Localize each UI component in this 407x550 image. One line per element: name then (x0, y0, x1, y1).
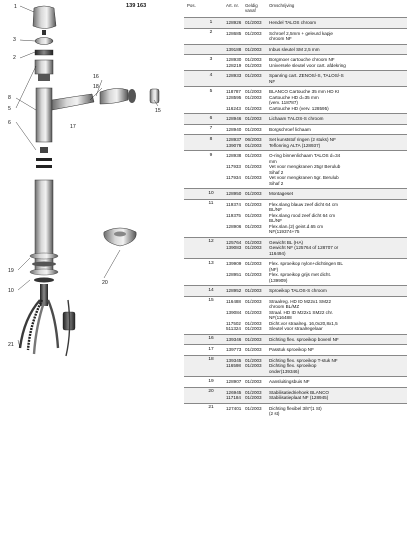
table-row (184, 124, 407, 135)
callout-1: 1 (14, 4, 17, 10)
row-line (184, 278, 407, 284)
description: Set kunststof ringen (2 stuks) NF (269, 137, 336, 142)
row-pos: 19 (208, 378, 214, 384)
row-pos: 6 (209, 115, 213, 121)
description: NF(116488 (269, 315, 292, 320)
row-line (184, 288, 407, 294)
valid-from: 01/2003 (245, 239, 262, 245)
description: Dichting flexibel 3/8"(1 St) (269, 405, 322, 411)
callout-5: 5 (8, 106, 11, 112)
article-code: 139 163 (126, 3, 147, 9)
description: Flex.slang blauw zeef dicht 64 cm (269, 201, 338, 207)
description: Schroef 2,5mm + geleurd kapje (269, 30, 333, 36)
valid-from: 01/2003 (245, 153, 262, 158)
valid-from: 01/2003 (245, 320, 262, 326)
art-number: 118787 (226, 89, 241, 94)
art-number: 139773 (226, 347, 242, 352)
table-row (184, 285, 407, 296)
row-pos: 8 (209, 136, 213, 142)
faucet-body-part (36, 88, 159, 142)
art-number: 119375 (226, 212, 241, 218)
callout-15: 15 (155, 108, 161, 114)
description: Dicht.vor straalreg. 16,0x20,8x1,5 (269, 320, 338, 326)
table-row (184, 334, 407, 345)
description: Montageset (269, 191, 294, 196)
body-lock-screw-part (40, 147, 48, 153)
exploded-view-drawing (0, 0, 184, 550)
description: Teflonring ALTA (128937) (269, 142, 321, 148)
valid-from: 01/2003 (245, 223, 262, 229)
callout-3: 3 (13, 37, 16, 43)
art-number: 128926 (226, 20, 242, 25)
description: Flex. sproeikop grijs met dicht. (269, 272, 332, 277)
art-number: 139345 (226, 357, 242, 363)
description: 116494) (269, 250, 286, 256)
table-row (184, 237, 407, 259)
valid-from: 01/2003 (245, 389, 262, 395)
row-line (184, 47, 407, 53)
row-pos: 18 (208, 357, 214, 362)
description: (139909) (269, 277, 288, 283)
art-number: 125764 (226, 239, 242, 245)
art-number: 128946 (226, 116, 242, 121)
art-number: 117184 (226, 395, 241, 400)
callout-8: 8 (8, 95, 11, 101)
description: BLANCO Cartouche 35 mm HD KI (269, 89, 340, 94)
valid-from: 01/2003 (245, 261, 262, 266)
header-art: Art. nr. (226, 3, 239, 8)
screw-part (42, 30, 46, 35)
description: Dichting flex. sproeikop (269, 363, 317, 368)
description: NF (269, 78, 276, 84)
row-line (184, 369, 407, 375)
row-pos: 17 (208, 346, 214, 352)
art-number: 128952 (226, 288, 242, 293)
description: Straalreg. HD ID M22x1 SM22 (269, 298, 332, 304)
row-pos: 13 (208, 260, 214, 266)
row-line (184, 326, 407, 332)
description: Dichting flex. sproeikop bovenl NF (269, 336, 339, 342)
table-row (184, 28, 407, 44)
description: Inbus sleutel SM 2,5 mm (269, 46, 320, 52)
description: Lichaam TALOS-S chroom (269, 116, 324, 121)
header-desc: Omschrijving (269, 3, 295, 8)
art-number: 139083 (226, 245, 242, 250)
table-row (184, 54, 407, 70)
description: Gewicht BL (HA) (269, 239, 304, 245)
row-line (184, 347, 407, 353)
header-date-line2: vanaf (245, 8, 256, 13)
valid-from: 01/2003 (245, 379, 262, 384)
row-pos: 14 (208, 287, 214, 293)
valid-from: 01/2003 (245, 191, 262, 196)
description: BL/NF (269, 218, 283, 223)
table-row (184, 70, 407, 86)
description: Flex.slang rood zeef dicht 64 cm (269, 212, 336, 218)
locknut-part (35, 38, 53, 45)
table-row (184, 258, 407, 285)
valid-from: 01/2003 (245, 245, 262, 250)
row-line (184, 143, 407, 149)
description: Flex.slan.(2) geint.d.65 cm (269, 223, 324, 229)
valid-from: 01/2003 (245, 272, 262, 277)
art-number: 116243 (226, 105, 241, 111)
valid-from: 01/2003 (245, 212, 262, 218)
plastic-rings-part (36, 158, 52, 161)
row-line (184, 251, 407, 257)
valid-from: 01/2003 (245, 89, 262, 94)
art-number: 139188 (226, 46, 242, 52)
clamp-ring-part (35, 50, 53, 55)
row-pos: 21 (208, 405, 214, 410)
row-line (184, 395, 407, 401)
description: Hendel TALOS chroom (269, 20, 317, 25)
table-row (184, 44, 407, 55)
valid-from: 01/2003 (245, 405, 262, 411)
description: Borgmoer cartouche chroom NF (269, 57, 335, 62)
valid-from: 01/2003 (245, 336, 262, 342)
row-pos: 10 (208, 190, 214, 196)
art-number: 128907 (226, 379, 242, 384)
description: Sproeikop TALOS-S chroom (269, 288, 327, 293)
callout-20: 20 (102, 280, 108, 286)
table-row (184, 355, 407, 377)
exploded-view-diagram (0, 0, 184, 550)
row-pos: 12 (208, 239, 214, 244)
art-number: 117502 (226, 320, 241, 326)
description: Stabilisatieplaat NF (128945) (269, 395, 329, 400)
row-pos: 9 (209, 152, 213, 158)
valid-from: 01/2003 (245, 73, 262, 78)
valid-from: 01/2003 (245, 94, 262, 100)
table-row (184, 376, 407, 387)
description: Cartouche HD d=35 mm (269, 94, 319, 100)
row-pos: 2 (209, 30, 213, 35)
description: chroom BL/MZ (269, 304, 300, 309)
leader-lines (16, 6, 158, 348)
table-row (184, 150, 407, 188)
table-header (184, 1, 407, 17)
valid-from: 01/2003 (245, 395, 262, 400)
art-number: 128950 (226, 191, 242, 196)
art-number: 139084 (226, 309, 242, 315)
description: O-ring binnenlichaam TALOS d=34 (269, 153, 341, 158)
description: BL/NF (269, 207, 283, 212)
row-pos: 5 (209, 88, 213, 94)
art-number: 128219 (226, 62, 242, 68)
art-number: 128951 (226, 272, 242, 277)
description: Sihaf 2 (269, 169, 284, 175)
art-number: 128938 (226, 153, 242, 158)
description: Dichting flex. sproeikop T-stuk NF (269, 357, 338, 363)
description: Vet voor mengkranen 5gr. Berulub (269, 175, 339, 180)
art-number: 511324 (226, 326, 241, 331)
art-number: 139909 (226, 261, 242, 266)
row-pos: 11 (208, 201, 214, 206)
description: chroom NF (269, 36, 292, 41)
row-line (184, 116, 407, 122)
valid-from: 01/2003 (245, 30, 262, 36)
table-row (184, 17, 407, 28)
table-row (184, 188, 407, 199)
art-number: 119374 (226, 201, 241, 207)
valid-from: 01/2003 (245, 116, 262, 121)
description: (2 st) (269, 411, 280, 416)
description: Sihaf 2 (269, 180, 284, 186)
row-line (184, 229, 407, 235)
row-line (184, 337, 407, 343)
description: Flex. sproeikop nylon+dichtingen BL (269, 261, 343, 266)
table-row (184, 199, 407, 237)
valid-from: 01/2003 (245, 20, 262, 25)
valid-from: 01/2003 (245, 347, 262, 352)
row-pos: 16 (208, 336, 214, 341)
art-number: 117934 (226, 175, 241, 180)
row-line (184, 379, 407, 385)
valid-from: 06/2003 (245, 137, 262, 142)
description: Stabilisatiedriehoek BLANCO (269, 389, 330, 395)
row-pos: 7 (209, 126, 213, 131)
row-pos: 3 (209, 56, 213, 62)
art-number: 128685 (226, 30, 242, 36)
table-row (184, 113, 407, 124)
description: Passtuk sproeikop NF (269, 347, 314, 352)
callout-6: 6 (8, 120, 11, 126)
table-row (184, 403, 407, 419)
art-number: 117933 (226, 164, 241, 169)
row-line (184, 36, 407, 42)
row-line (184, 411, 407, 417)
art-number: 139346 (226, 336, 242, 342)
flex-hoses-part (20, 300, 58, 354)
handle-part (33, 6, 56, 29)
description: Cartouche HD (verv. 128595) (269, 105, 329, 111)
row-line (184, 106, 407, 112)
callout-16: 16 (93, 74, 99, 80)
row-line (184, 127, 407, 133)
valid-from: 01/2003 (245, 164, 262, 169)
row-line (184, 181, 407, 187)
row-pos: 20 (208, 389, 214, 394)
description: mm (269, 158, 277, 164)
valid-from: 01/2003 (245, 105, 262, 111)
table-row (184, 86, 407, 113)
art-number: 128595 (226, 94, 242, 100)
art-number: 128933 (226, 73, 242, 78)
description: Universele sleutel voor cart. afdekring (269, 62, 346, 68)
description: Borgschroef lichaam (269, 126, 311, 132)
description: Gewicht NF (125764 of 128707 or (269, 245, 339, 250)
row-line (184, 79, 407, 85)
row-line (184, 20, 407, 26)
row-line (184, 63, 407, 69)
row-pos: 1 (209, 19, 213, 25)
row-line (184, 191, 407, 197)
callout-19: 19 (8, 268, 14, 274)
row-pos: 4 (209, 72, 213, 78)
art-number: 116488 (226, 298, 241, 304)
callout-10: 10 (8, 288, 14, 294)
valid-from: 01/2003 (245, 309, 262, 315)
description: (verv. 118787) (269, 100, 298, 105)
parts-table (184, 0, 407, 550)
table-row (184, 134, 407, 150)
valid-from: 01/2003 (245, 363, 262, 368)
cartridge-part (35, 60, 53, 81)
description: Straal. HD ID M22x1 SM22 chr. (269, 309, 334, 315)
valid-from: 01/2003 (245, 46, 262, 52)
description: NF(119374+75 (269, 229, 300, 234)
valid-from: 01/2003 (245, 126, 262, 132)
callout-17: 17 (70, 124, 76, 130)
valid-from: 01/2003 (245, 326, 262, 331)
art-number: 128906 (226, 223, 242, 229)
valid-from: 01/2003 (245, 357, 262, 363)
description: Sleutel voor straalregelaar (269, 326, 323, 331)
description: (NF) (269, 266, 279, 272)
description: Vet voor mengkranen 25gr Berulub (269, 164, 341, 169)
valid-from: 01/2003 (245, 175, 262, 180)
valid-from: 01/2003 (245, 62, 262, 68)
valid-from: 01/2003 (245, 201, 262, 207)
art-number: 116598 (226, 363, 241, 368)
valid-from: 01/2003 (245, 142, 262, 148)
description: onder(139346) (269, 368, 300, 374)
header-date-line1: Geldig (245, 3, 258, 8)
art-number: 128937 (226, 137, 242, 142)
art-number: 128940 (226, 126, 242, 132)
valid-from: 01/2003 (245, 298, 262, 304)
callout-18: 18 (93, 84, 99, 90)
table-row (184, 344, 407, 355)
stabilizer-plate-part (104, 228, 136, 246)
callout-2: 2 (13, 55, 16, 61)
row-pos: 15 (208, 298, 214, 303)
art-number: 139078 (226, 142, 242, 148)
header-pos: Pos. (187, 3, 196, 8)
o-ring-part (36, 165, 52, 168)
art-number: 127401 (226, 405, 242, 411)
callout-21: 21 (8, 342, 14, 348)
valid-from: 01/2003 (245, 57, 262, 62)
description: Aansluitingsbuis NF (269, 379, 310, 384)
table-row (184, 296, 407, 334)
table-row (184, 387, 407, 403)
art-number: 128930 (226, 57, 242, 62)
art-number: 126945 (226, 389, 242, 395)
description: Spanring cart. ZENOS/-S, TALOS/-S (269, 73, 344, 78)
valid-from: 01/2003 (245, 288, 262, 293)
